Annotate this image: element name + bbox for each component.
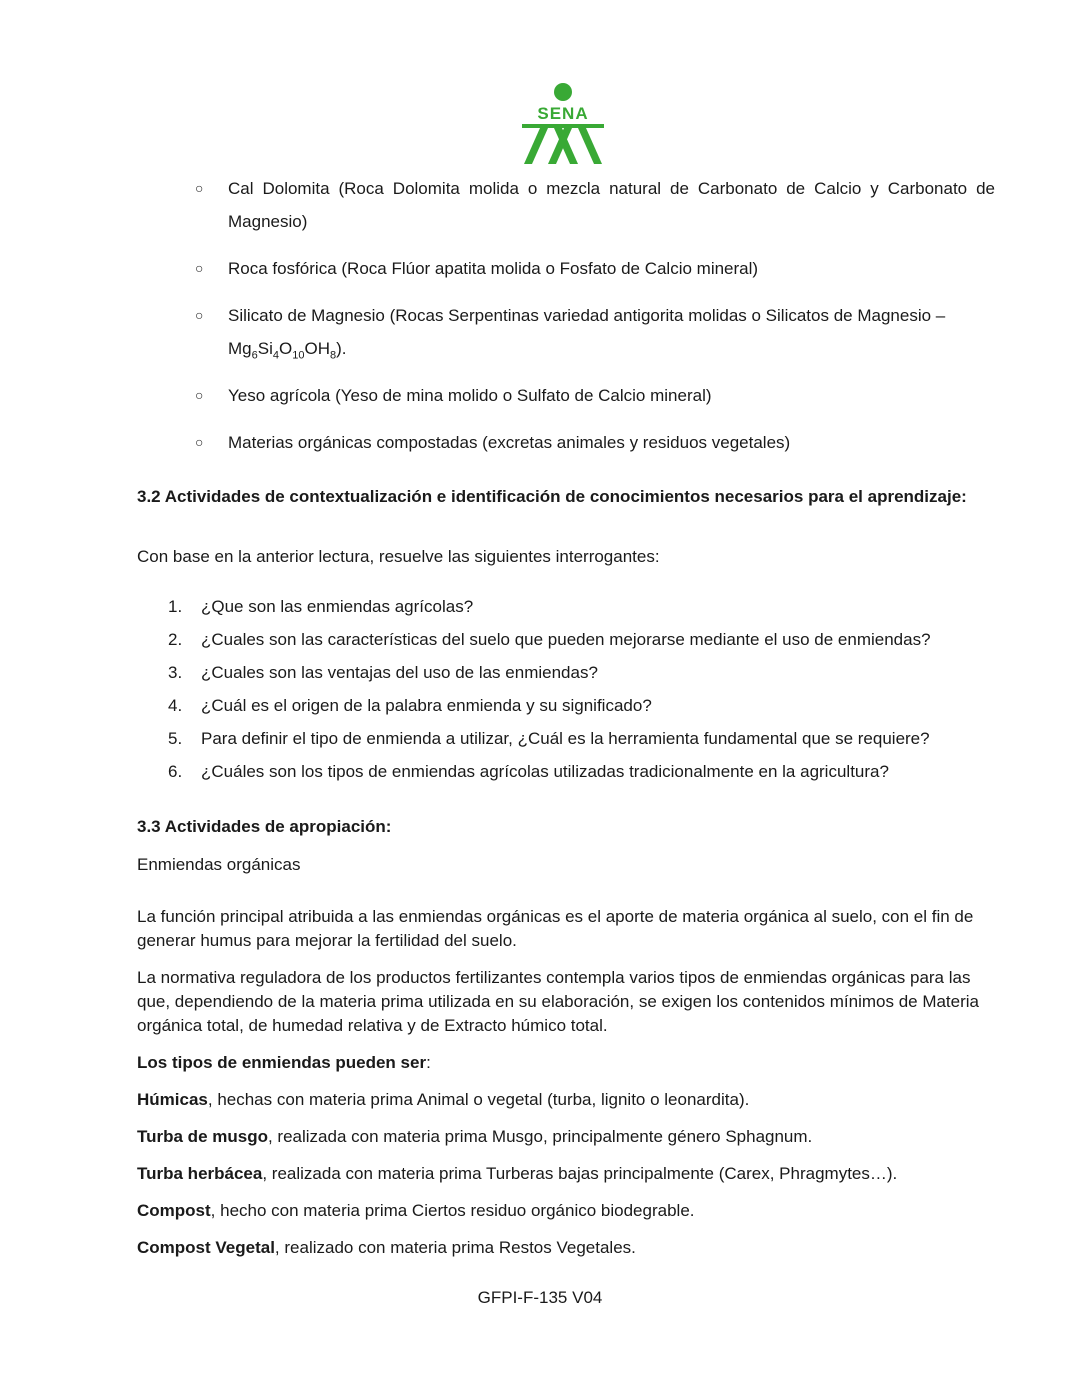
list-item: [195, 299, 995, 365]
section-3-3-heading: 3.3 Actividades de apropiación:: [137, 817, 392, 836]
question-item: 6. ¿Cuáles son los tipos de enmiendas agrícolas utilizadas tradicionalmente en la agricultura?: [168, 762, 889, 781]
list-item: [195, 172, 995, 238]
paragraph: La función principal atribuida a las enmiendas orgánicas es el aporte de materia orgánica al suelo, con el fin de generar humus para mejorar la fertilidad del suelo.: [137, 907, 974, 950]
page-footer: GFPI-F-135 V04: [477, 1288, 603, 1307]
bullet-circle-icon: ○: [195, 387, 204, 403]
type-item: Compost, hecho con materia prima Ciertos residuo orgánico biodegrable.: [137, 1201, 695, 1220]
list-item-text: Roca fosfórica (Roca Flúor apatita molida o Fosfato de Calcio mineral): [228, 259, 759, 278]
section-3-3-subheading: Enmiendas orgánicas: [137, 855, 301, 874]
questions-list: [168, 590, 998, 788]
question-item: 2. ¿Cuales son las características del suelo que pueden mejorarse mediante el uso de enmiendas?: [168, 630, 931, 649]
paragraph: La normativa reguladora de los productos fertilizantes contempla varios tipos de enmiendas orgánicas para las que, dependiendo de la materia prima utilizada en su elaboración, se exigen los contenidos mínimos de Materia orgánica total, de humedad relativa y de Extracto húmico total.: [137, 968, 980, 1035]
sena-logo: [518, 82, 608, 168]
section-3-2-heading: 3.2 Actividades de contextualización e identificación de conocimientos necesarios para el aprendizaje:: [137, 487, 967, 506]
list-item-text: Yeso agrícola (Yeso de mina molido o Sulfato de Calcio mineral): [228, 386, 712, 405]
question-item: 5. Para definir el tipo de enmienda a utilizar, ¿Cuál es la herramienta fundamental que se requiere?: [168, 729, 930, 748]
bullet-circle-icon: ○: [195, 434, 204, 450]
list-item-text: Materias orgánicas compostadas (excretas animales y residuos vegetales): [228, 433, 791, 452]
type-item: Húmicas, hechas con materia prima Animal o vegetal (turba, lignito o leonardita).: [137, 1090, 750, 1109]
mineral-amendments-list: [195, 172, 995, 473]
question-item: 4. ¿Cuál es el origen de la palabra enmienda y su significado?: [168, 696, 652, 715]
bullet-circle-icon: ○: [195, 180, 204, 196]
list-item: [195, 426, 995, 459]
list-item: [195, 252, 995, 285]
question-item: 3. ¿Cuales son las ventajas del uso de las enmiendas?: [168, 663, 598, 682]
type-item: Compost Vegetal, realizado con materia prima Restos Vegetales.: [137, 1238, 636, 1257]
list-item: [195, 379, 995, 412]
list-item-text: Cal Dolomita (Roca Dolomita molida o mezcla natural de Carbonato de Calcio y Carbonato de Magnesio): [228, 179, 995, 231]
sena-logo-text: SENA: [537, 104, 589, 123]
question-item: 1. ¿Que son las enmiendas agrícolas?: [168, 597, 474, 616]
type-item: Turba de musgo, realizada con materia prima Musgo, principalmente género Sphagnum.: [137, 1127, 813, 1146]
chemical-formula: $Mg_6Si_4O_{10}OH_8$).: [228, 339, 347, 362]
types-label: Los tipos de enmiendas pueden ser:: [137, 1053, 431, 1072]
bullet-circle-icon: ○: [195, 307, 204, 323]
type-item: Turba herbácea, realizada con materia prima Turberas bajas principalmente (Carex, Phragmytes…).: [137, 1164, 898, 1183]
bullet-circle-icon: ○: [195, 260, 204, 276]
section-3-2-intro: Con base en la anterior lectura, resuelve las siguientes interrogantes:: [137, 547, 660, 566]
list-item-text: Silicato de Magnesio (Rocas Serpentinas variedad antigorita molidas o Silicatos de Magnesio –: [228, 306, 946, 325]
